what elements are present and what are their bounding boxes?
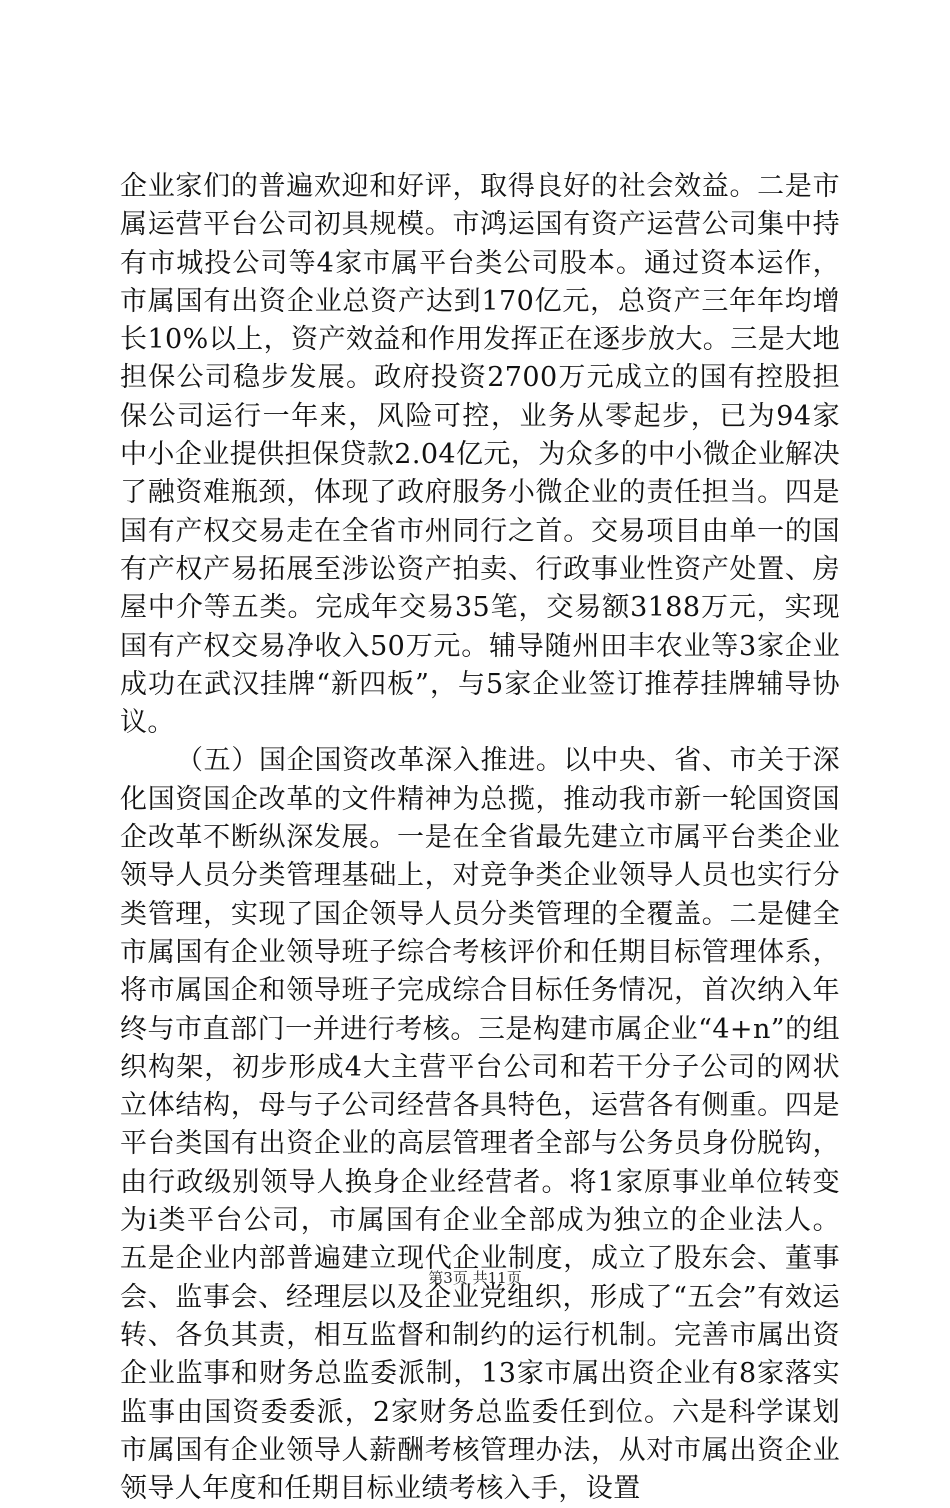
paragraph-section-five: （五）国企国资改革深入推进。以中央、省、市关于深化国资国企改革的文件精神为总揽，推动我市新一轮国资国企改革不断纵深发展。一是在全省最先建立市属平台类企业领导人员分类管理基础上，对竞争类企业领导人员也实行分类管理，实现了国企领导人员分类管理的全覆盖。二是健全市属国有企业领导班子综合考核评价和任期目标管理体系，将市属国企和领导班子完成综合目标任务情况，首次纳入年终与市直部门一并进行考核。三是构建市属企业“4+n”的组织构架，初步形成4大主营平台公司和若干分子公司的网状立体结构，母与子公司经营各具特色，运营各有侧重。四是平台类国有出资企业的高层管理者全部与公务员身份脱钩，由行政级别领导人换身企业经营者。将1家原事业单位转变为i类平台公司，市属国有企业全部成为独立的企业法人。五是企业内部普遍建立现代企业制度，成立了股东会、董事会、监事会、经理层以及企业党组织，形成了“五会”有效运转、各负其责，相互监督和制约的运行机制。完善市属出资企业监事和财务总监委派制，13家市属出资企业有8家落实监事由国资委委派，2家财务总监委任到位。六是科学谋划市属国有企业领导人薪酬考核管理办法，从对市属出资企业领导人年度和任期目标业绩考核入手，设置 [120, 745, 840, 1505]
page-number-footer: 第3页 共11页 [428, 1269, 522, 1287]
paragraph-continuation: 企业家们的普遍欢迎和好评，取得良好的社会效益。二是市属运营平台公司初具规模。市鸿运国有资产运营公司集中持有市城投公司等4家市属平台类公司股本。通过资本运作，市属国有出资企业总资产达到170亿元，总资产三年年均增长10%以上，资产效益和作用发挥正在逐步放大。三是大地担保公司稳步发展。政府投资2700万元成立的国有控股担保公司运行一年来，风险可控，业务从零起步，已为94家中小企业提供担保贷款2.04亿元，为众多的中小微企业解决了融资难瓶颈，体现了政府服务小微企业的责任担当。四是国有产权交易走在全省市州同行之首。交易项目由单一的国有产权产易拓展至涉讼资产拍卖、行政事业性资产处置、房屋中介等五类。完成年交易35笔，交易额3188万元，实现国有产权交易净收入50万元。辅导随州田丰农业等3家企业成功在武汉挂牌“新四板”，与5家企业签订推荐挂牌辅导协议。 [120, 171, 840, 739]
document-body [120, 168, 840, 1508]
